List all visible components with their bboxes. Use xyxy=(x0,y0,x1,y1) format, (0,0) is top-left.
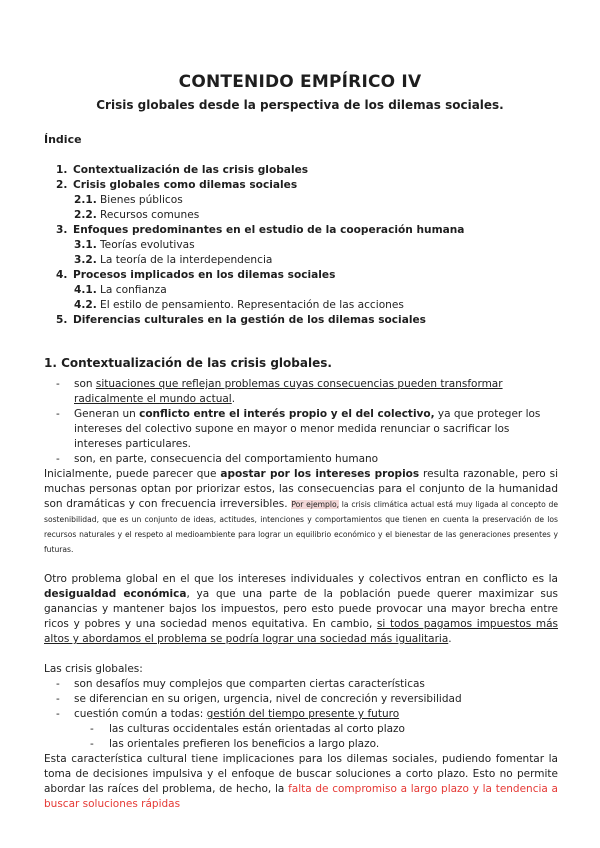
paragraph: Otro problema global en el que los intereses individuales y colectivos entran en conflicto es la desigualdad económica, ya que una parte de la población puede querer maximizar sus ganancias y mantener bajos los impuestos, pero esto puede provocar una mayor brecha entre ricos y pobres y una sociedad menos equitativa. En cambio, si todos pagamos impuestos más altos y abordamos el problema se podría lograr una sociedad más igualitaria. xyxy=(44,573,558,645)
paragraph: Inicialmente, puede parecer que apostar por los intereses propios resulta razonable, pero si muchas personas optan por priorizar estos, las consecuencias para el conjunto de la humanidad son dramáticas y con frecuencia irreversibles. Por ejemplo, la crisis climática actual está muy ligada al concepto de sostenibilidad, que es un conjunto de ideas, actitudes, intenciones y comportamientos que tienen en cuenta la preservación de los recursos naturales y el respeto al medioambiente para lograr un equilibrio económico y el bienestar de las generaciones presentes y futuras. xyxy=(44,468,558,554)
list-item: - son desafíos muy complejos que comparten ciertas características xyxy=(44,677,558,692)
toc-subitem: 3.1. Teorías evolutivas xyxy=(74,239,195,251)
toc-item: 1. Contextualización de las crisis globales xyxy=(56,164,309,176)
list-item: - cuestión común a todas: gestión del tiempo presente y futuro xyxy=(44,707,558,722)
list-item: - son, en parte, consecuencia del comportamiento humano xyxy=(44,452,558,467)
paragraph: Esta característica cultural tiene implicaciones para los dilemas sociales, pudiendo fomentar la toma de decisiones impulsiva y el enfoque de buscar soluciones a corto plazo. Esto no permite abordar las raíces del problema, de hecho, la falta de compromiso a largo plazo y la tendencia a buscar soluciones rápidas xyxy=(44,753,558,810)
red-emphasis: falta de compromiso a largo plazo y la tendencia a buscar soluciones rápidas xyxy=(44,783,558,810)
paragraph-lead: Las crisis globales: xyxy=(44,663,143,675)
highlight-marker: Por ejemplo, xyxy=(291,500,340,509)
table-of-contents xyxy=(56,163,556,328)
document-title: CONTENIDO EMPÍRICO IV xyxy=(178,72,422,92)
list-item: - son situaciones que reflejan problemas cuyas consecuencias pueden transformar radicalmente el mundo actual. xyxy=(44,377,558,407)
sub-list-item: - las culturas occidentales están orientadas al corto plazo xyxy=(44,722,558,737)
section-heading: 1. Contextualización de las crisis globales. xyxy=(44,356,332,370)
toc-item: 2. Crisis globales como dilemas sociales xyxy=(56,179,298,191)
toc-item: 5. Diferencias culturales en la gestión de los dilemas sociales xyxy=(56,314,426,326)
sub-list-item: - las orientales prefieren los beneficios a largo plazo. xyxy=(44,737,558,752)
document-subtitle: Crisis globales desde la perspectiva de los dilemas sociales. xyxy=(96,98,504,112)
toc-subitem: 4.2. El estilo de pensamiento. Representación de las acciones xyxy=(74,299,404,311)
toc-subitem: 2.1. Bienes públicos xyxy=(74,194,183,206)
toc-item: 4. Procesos implicados en los dilemas sociales xyxy=(56,269,336,281)
toc-subitem: 2.2. Recursos comunes xyxy=(74,209,200,221)
section-1 xyxy=(44,356,558,812)
list-item: - Generan un conflicto entre el interés propio y el del colectivo, ya que proteger los intereses del colectivo supone en mayor o menor medida renunciar o sacrificar los intereses particulares. xyxy=(44,407,558,452)
toc-subitem: 4.1. La confianza xyxy=(74,284,167,296)
toc-subitem: 3.2. La teoría de la interdependencia xyxy=(74,254,273,266)
toc-item: 3. Enfoques predominantes en el estudio de la cooperación humana xyxy=(56,224,465,236)
index-heading: Índice xyxy=(44,133,82,146)
list-item: - se diferencian en su origen, urgencia, nivel de concreción y reversibilidad xyxy=(44,692,558,707)
